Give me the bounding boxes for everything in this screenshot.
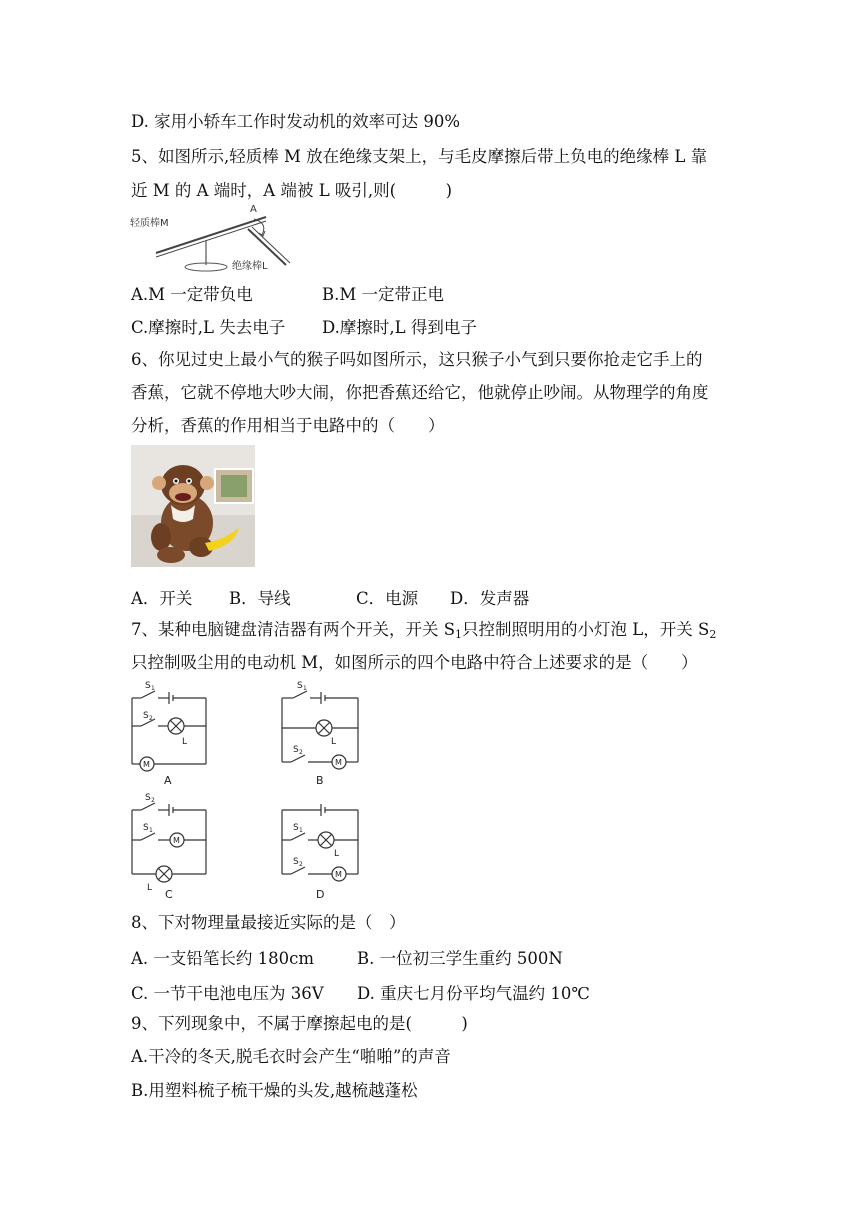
svg-text:1: 1 <box>303 685 307 692</box>
circuit-b-label: B <box>316 774 324 787</box>
svg-text:M: M <box>335 870 342 879</box>
svg-text:L: L <box>182 737 188 747</box>
label-point-a: A <box>250 204 257 215</box>
q8-option-a: A. 一支铅笔长约 180cm <box>131 949 315 968</box>
q5-option-d: D.摩擦时,L 得到电子 <box>322 318 477 337</box>
label-rod-m: 轻质棒M <box>130 218 169 229</box>
svg-text:2: 2 <box>151 797 155 804</box>
circuit-d <box>282 804 358 881</box>
question-8: 8、下对物理量最接近实际的是（ ） <box>131 913 406 932</box>
question-6-line-3: 分析，香蕉的作用相当于电路中的（ ） <box>131 416 445 435</box>
question-5-line-2: 近 M 的 A 端时，A 端被 L 吸引,则( ) <box>131 181 453 200</box>
figure-q7-circuits <box>125 678 375 906</box>
q9-option-b: B.用塑料梳子梳干燥的头发,越梳越蓬松 <box>131 1081 418 1100</box>
svg-text:L: L <box>147 883 153 893</box>
monkey-photo <box>131 445 255 567</box>
circuit-a <box>132 691 206 771</box>
q6-option-c: C．电源 <box>356 589 419 608</box>
question-7-line-2: 只控制吸尘用的电动机 M，如图所示的四个电路中符合上述要求的是（ ） <box>131 653 698 672</box>
question-6-line-2: 香蕉，它就不停地大吵大闹，你把香蕉还给它，他就停止吵闹。从物理学的角度 <box>131 383 709 402</box>
q5-option-c: C.摩擦时,L 失去电子 <box>131 318 286 337</box>
q6-option-a: A．开关 <box>131 589 193 608</box>
q5-option-a: A.M 一定带负电 <box>131 285 253 304</box>
svg-text:S: S <box>293 745 299 755</box>
figure-q5-rods <box>128 203 298 278</box>
q6-option-b: B．导线 <box>229 589 291 608</box>
svg-text:S: S <box>145 793 151 803</box>
q6-option-d: D．发声器 <box>450 589 530 608</box>
svg-text:M: M <box>173 836 180 845</box>
svg-text:S: S <box>293 823 299 833</box>
q8-option-b: B. 一位初三学生重约 500N <box>357 949 563 968</box>
q8-option-d: D. 重庆七月份平均气温约 10℃ <box>357 984 590 1003</box>
label-rod-l: 绝缘棒L <box>232 261 268 272</box>
svg-text:2: 2 <box>299 749 303 756</box>
option-d-q4: D. 家用小轿车工作时发动机的效率可达 90% <box>131 112 461 131</box>
question-5-line-1: 5、如图所示,轻质棒 M 放在绝缘支架上，与毛皮摩擦后带上负电的绝缘棒 L 靠 <box>131 147 708 166</box>
svg-text:S: S <box>297 681 303 691</box>
svg-text:S: S <box>143 823 149 833</box>
svg-text:M: M <box>143 760 150 769</box>
svg-text:S: S <box>293 857 299 867</box>
question-6-line-1: 6、你见过史上最小气的猴子吗如图所示，这只猴子小气到只要你抢走它手上的 <box>131 350 703 369</box>
circuit-c-label: C <box>165 888 173 901</box>
svg-text:2: 2 <box>149 715 153 722</box>
circuit-d-label: D <box>316 888 325 901</box>
svg-text:1: 1 <box>151 685 155 692</box>
q9-option-a: A.干冷的冬天,脱毛衣时会产生“啪啪”的声音 <box>131 1047 451 1066</box>
svg-text:1: 1 <box>299 827 303 834</box>
svg-text:M: M <box>335 758 342 767</box>
svg-text:1: 1 <box>149 827 153 834</box>
circuit-b <box>282 691 358 769</box>
circuit-c <box>132 803 206 882</box>
question-7-line-1: 7、某种电脑键盘清洁器有两个开关，开关 $S_1$只控制照明用的小灯泡 L，开关 $S_2$ <box>131 620 717 641</box>
q8-option-c: C. 一节干电池电压为 36V <box>131 984 324 1003</box>
question-9: 9、下列现象中，不属于摩擦起电的是( ) <box>131 1014 468 1033</box>
svg-text:2: 2 <box>299 861 303 868</box>
q5-option-b: B.M 一定带正电 <box>322 285 445 304</box>
circuit-a-label: A <box>164 774 172 787</box>
svg-text:S: S <box>143 711 149 721</box>
svg-text:S: S <box>145 681 151 691</box>
svg-text:L: L <box>331 737 337 747</box>
svg-text:L: L <box>334 849 340 859</box>
